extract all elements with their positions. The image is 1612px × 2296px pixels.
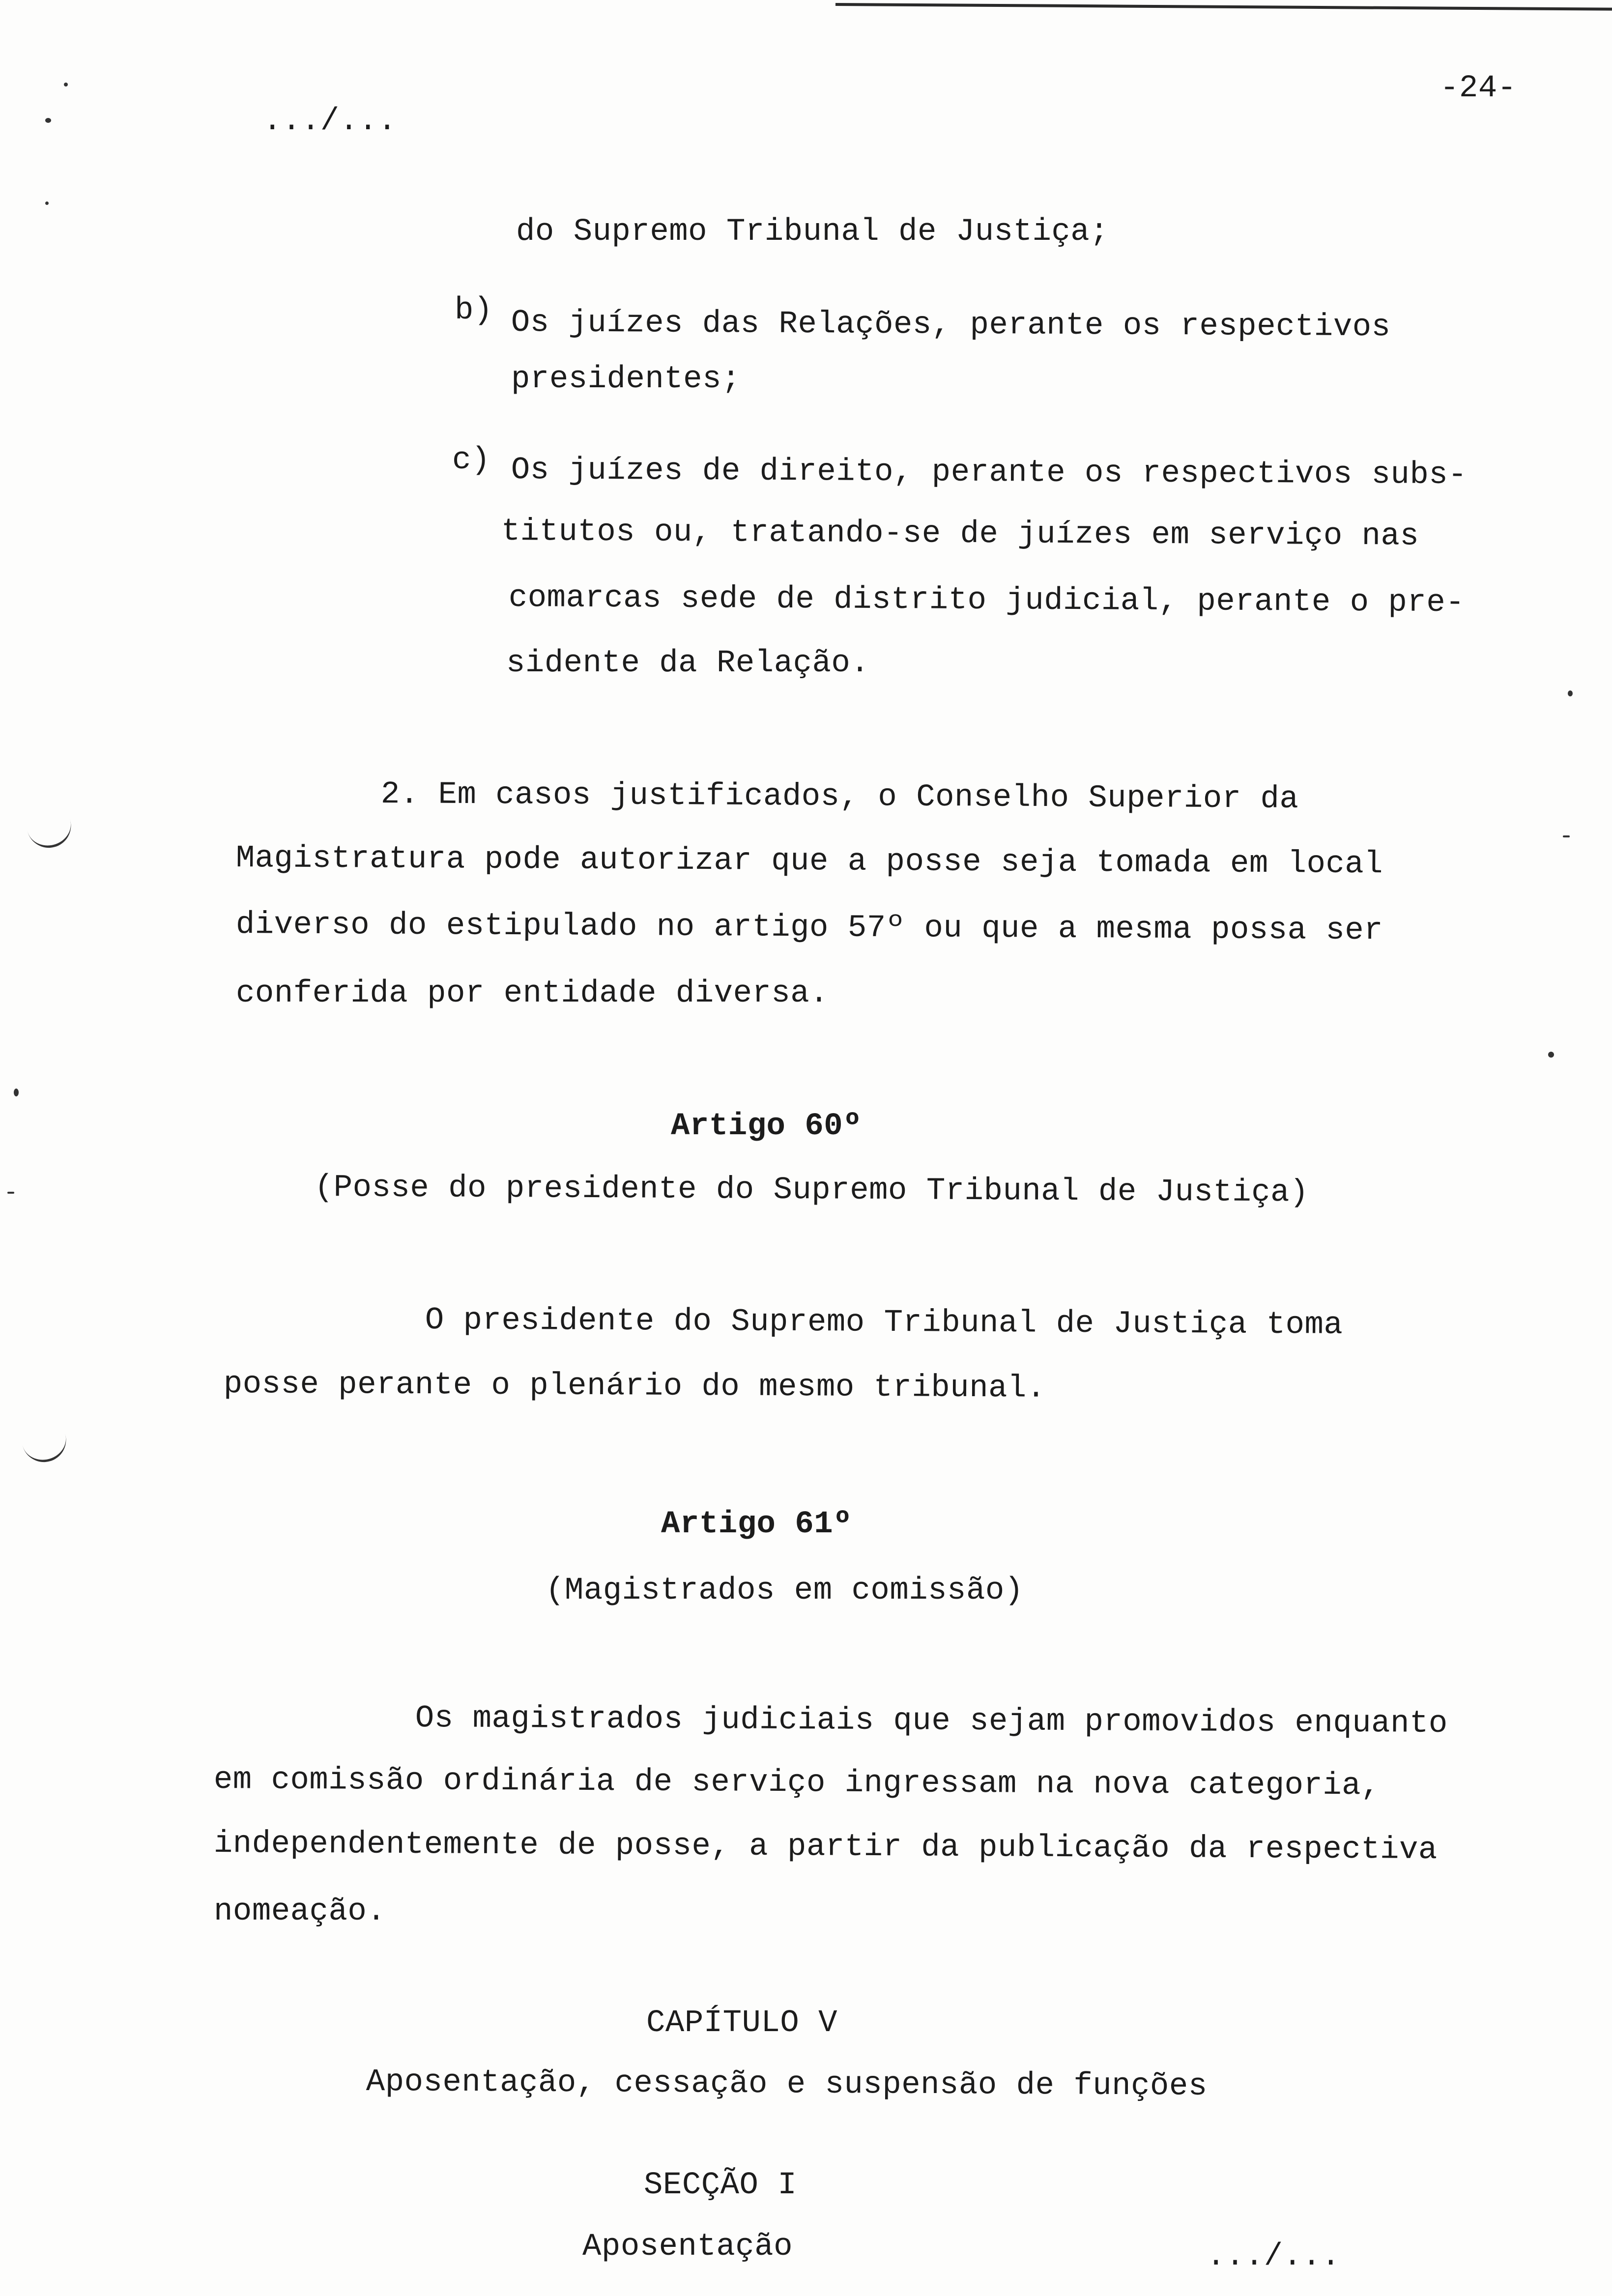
article-61-line-4: nomeação. [214,1894,386,1929]
item-c-line-2: titutos ou, tratando-se de juízes em serviço nas [501,514,1419,554]
article-60-heading: Artigo 60º [671,1109,863,1144]
scan-speck [14,1089,19,1096]
item-c-line-4: sidente da Relação. [506,646,870,681]
top-rule [835,3,1612,11]
article-60-subtitle: (Posse do presidente do Supremo Tribunal de Justiça) [314,1170,1309,1211]
scan-speck [64,83,68,86]
continuation-top: .../... [263,104,397,139]
article-60-line-2: posse perante o plenário do mesmo tribunal. [223,1367,1046,1406]
scan-speck [45,118,51,123]
item-c-line-3: comarcas sede de distrito judicial, perante o pre- [508,580,1465,621]
scan-speck [1568,690,1573,696]
section-title: Aposentação [582,2229,793,2265]
scan-speck [7,1192,14,1194]
article-61-heading: Artigo 61º [661,1507,853,1542]
article-61-line-1: Os magistrados judiciais que sejam promovidos enquanto [415,1701,1448,1742]
item-b-marker: b) [455,293,493,328]
item-c-marker: c) [452,443,490,478]
item-c-line-1: Os juízes de direito, perante os respectivos subs- [511,453,1468,493]
continuation-bottom: .../... [1207,2239,1341,2274]
item-b-line-2: presidentes; [511,362,741,397]
paragraph-2-line-4: conferida por entidade diversa. [236,976,829,1011]
article-61-subtitle: (Magistrados em comissão) [546,1573,1024,1608]
item-a-continuation: do Supremo Tribunal de Justiça; [516,214,1109,250]
article-60-line-1: O presidente do Supremo Tribunal de Justiça toma [425,1303,1343,1343]
article-61-line-2: em comissão ordinária de serviço ingressam na nova categoria, [213,1762,1381,1804]
page-number: -24- [1440,71,1517,106]
paragraph-2-line-3: diverso do estipulado no artigo 57º ou que a mesma possa ser [235,907,1383,949]
scan-speck [45,201,49,205]
section-heading: SECÇÃO I [644,2168,797,2203]
chapter-heading: CAPÍTULO V [646,2006,838,2041]
scan-arc [18,1415,71,1467]
scan-speck [1563,835,1570,837]
paragraph-2-line-1: 2. Em casos justificados, o Conselho Superior da [380,777,1299,817]
paragraph-2-line-2: Magistratura pode autorizar que a posse seja tomada em local [235,841,1383,883]
scan-speck [1548,1052,1554,1058]
chapter-title: Aposentação, cessação e suspensão de funções [366,2065,1208,2104]
scan-arc [23,801,76,853]
item-b-line-1: Os juízes das Relações, perante os respectivos [511,305,1391,345]
article-61-line-3: independentemente de posse, a partir da publicação da respectiva [213,1826,1438,1868]
